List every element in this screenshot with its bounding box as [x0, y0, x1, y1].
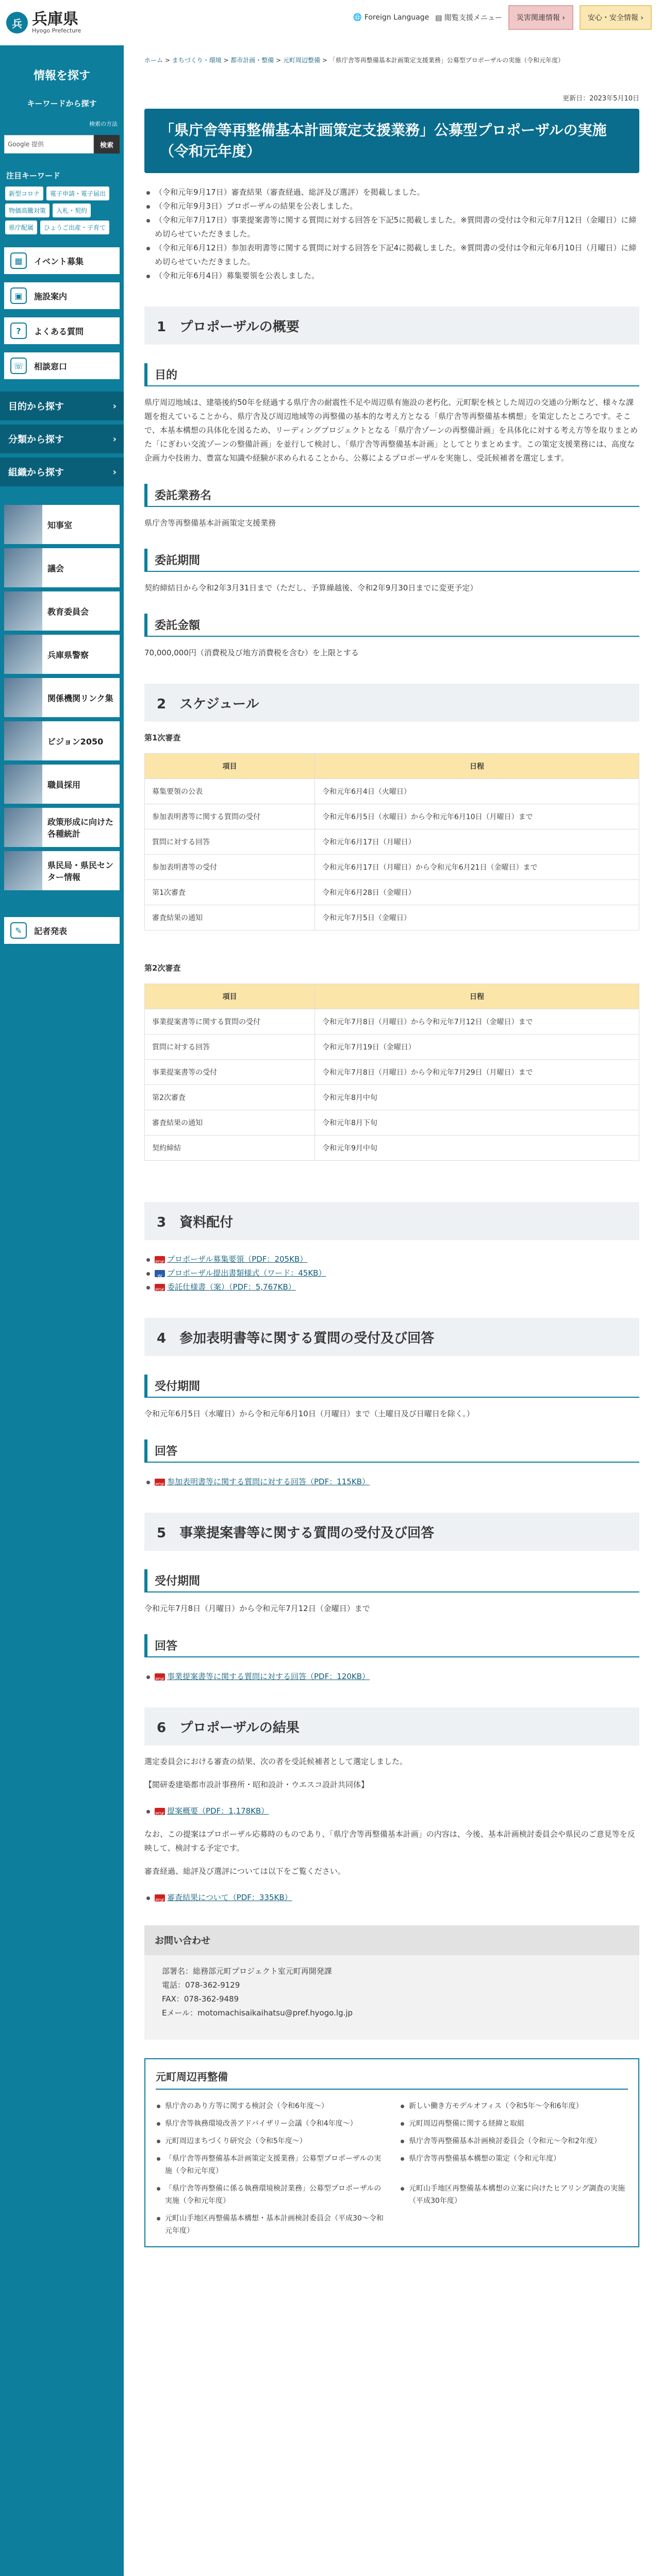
- keyword-tag[interactable]: 県庁配属: [5, 221, 37, 234]
- keyword-tag[interactable]: 物価高騰対策: [5, 204, 49, 217]
- table-cell-item: 事業提案書等に関する質問の受付: [145, 1009, 315, 1035]
- table-cell-item: 参加表明書等に関する質問の受付: [145, 804, 315, 829]
- result-text-1: 選定委員会における審査の結果、次の者を受託候補者として選定しました。: [144, 1757, 408, 1767]
- contact-line: 電話：078-362-9129: [162, 1980, 240, 1990]
- table-cell-date: 令和元年6月17日（月曜日）から令和元年6月21日（金曜日）まで: [315, 855, 639, 880]
- section-q2: 5 事業提案書等に関する質問の受付及び回答: [144, 1513, 639, 1551]
- file-link[interactable]: プロポーザル募集要領（PDF：205KB）: [167, 1255, 308, 1264]
- related-link[interactable]: 元町周辺まちづくり研究会（令和5年度〜）: [156, 2135, 384, 2147]
- related-link[interactable]: 新しい働き方モデルオフィス（令和5年〜令和6年度）: [400, 2100, 628, 2112]
- pdf-icon: PDF: [155, 1479, 165, 1486]
- photo-thumbnail: [4, 851, 42, 890]
- table-row: [145, 779, 639, 804]
- related-link[interactable]: 元町山手地区再整備基本構想・基本計画検討委員会（平成30〜令和元年度）: [156, 2212, 384, 2237]
- disaster-info-button[interactable]: 災害関連情報 ›: [508, 5, 573, 30]
- related-heading: 元町周辺再整備: [156, 2069, 628, 2090]
- breadcrumb-item[interactable]: まちづくり・環境: [172, 57, 222, 64]
- site-name: 兵庫県: [32, 10, 78, 28]
- contact-line: Eメール：motomachisaikaihatsu@pref.hyogo.lg.jp: [162, 2008, 353, 2018]
- table-cell-item: 質問に対する回答: [145, 829, 315, 855]
- sidebar-item-label: よくある質問: [34, 326, 84, 336]
- breadcrumb-separator: >: [274, 57, 283, 64]
- sidebar-photo-link[interactable]: [4, 591, 120, 631]
- news-item: （令和元年9月3日）プロポーザルの結果を公表しました。: [144, 199, 639, 213]
- q2-period-text: 令和元年7月8日（月曜日）から令和元年7月12日（金曜日）まで: [144, 1604, 370, 1614]
- chevron-right-icon: ›: [112, 433, 117, 445]
- disaster-info-label: 災害関連情報: [516, 14, 560, 22]
- sidebar: [0, 0, 124, 2576]
- sidebar-item[interactable]: [4, 352, 120, 379]
- related-link[interactable]: 県庁舎のあり方等に関する検討会（令和6年度〜）: [156, 2100, 384, 2112]
- page-title: 「県庁舎等再整備基本計画策定支援業務」公募型プロポーザルの実施（令和元年度）: [144, 109, 639, 173]
- sidebar-photo-link[interactable]: [4, 505, 120, 544]
- photo-thumbnail: [4, 808, 42, 847]
- main-content: [144, 93, 639, 2247]
- table-row: [145, 1060, 639, 1085]
- news-item: （令和元年9月17日）審査結果（審査経過、総評及び選評）を掲載しました。: [144, 185, 639, 199]
- safety-info-button[interactable]: 安心・安全情報 ›: [580, 5, 652, 30]
- table-row: [145, 1136, 639, 1161]
- a1-heading: 回答: [144, 1439, 639, 1463]
- sidebar-item[interactable]: [4, 282, 120, 309]
- table-cell-date: 令和元年8月下旬: [315, 1110, 639, 1136]
- table-cell-item: 審査結果の通知: [145, 905, 315, 930]
- question-icon: ?: [10, 323, 27, 339]
- a2-heading: 回答: [144, 1634, 639, 1657]
- pdf-icon: PDF: [155, 1673, 165, 1681]
- section-q1: 4 参加表明書等に関する質問の受付及び回答: [144, 1318, 639, 1356]
- photo-thumbnail: [4, 505, 42, 544]
- file-item: [144, 1280, 639, 1294]
- press-release-link[interactable]: [4, 917, 120, 944]
- pdf-icon: PDF: [155, 1256, 165, 1263]
- news-item: （令和元年6月4日）募集要領を公表しました。: [144, 269, 639, 283]
- a2-link[interactable]: 事業提案書等に関する質問に対する回答（PDF：120KB）: [167, 1672, 370, 1682]
- sidebar-photo-label: ビジョン2050: [47, 736, 104, 747]
- sidebar-nav[interactable]: [0, 457, 124, 486]
- period-text: 契約締結日から令和2年3月31日まで（ただし、予算繰越後、令和2年9月30日までに変更予定）: [144, 583, 478, 593]
- amount-text: 70,000,000円（消費税及び地方消費税を含む）を上限とする: [144, 648, 359, 658]
- related-link[interactable]: 元町山手地区再整備基本構想の立案に向けたヒアリング調査の実施（平成30年度）: [400, 2182, 628, 2207]
- chevron-right-icon: ›: [112, 400, 117, 412]
- photo-thumbnail: [4, 548, 42, 587]
- site-name-en: Hyogo Prefecture: [32, 27, 81, 34]
- sidebar-nav[interactable]: [0, 392, 124, 420]
- table-cell-date: 令和元年6月17日（月曜日）: [315, 829, 639, 855]
- sidebar-photo-label: 関係機関リンク集: [47, 693, 113, 703]
- table-cell-date: 令和元年6月4日（火曜日）: [315, 779, 639, 804]
- file-list: [144, 1252, 639, 1294]
- table-row: [145, 880, 639, 905]
- table-cell-date: 令和元年8月中旬: [315, 1085, 639, 1110]
- related-link[interactable]: 県庁舎等再整備基本計画検討委員会（令和元〜令和2年度）: [400, 2135, 628, 2147]
- section-overview: 1 プロポーザルの概要: [144, 307, 639, 345]
- proposal-summary-link[interactable]: 提案概要（PDF：1,178KB）: [167, 1806, 269, 1816]
- table-cell-date: 令和元年6月5日（水曜日）から令和元年6月10日（月曜日）まで: [315, 804, 639, 829]
- sidebar-item-label: 施設案内: [34, 291, 68, 301]
- a2-item: [144, 1670, 639, 1684]
- sidebar-nav[interactable]: [0, 425, 124, 453]
- sidebar-item-label: イベント募集: [34, 256, 84, 266]
- search-hint-link[interactable]: 検索の方法: [89, 121, 118, 127]
- file-link[interactable]: 委託仕様書（案）（PDF：5,767KB）: [167, 1282, 296, 1292]
- section-schedule: 2 スケジュール: [144, 684, 639, 722]
- pdf-icon: PDF: [155, 1284, 165, 1291]
- accessibility-menu-link[interactable]: ▤ 閲覧支援メニュー: [435, 14, 502, 22]
- breadcrumb-item[interactable]: 都市計画・整備: [230, 57, 274, 64]
- work-name-text: 県庁舎等再整備基本計画策定支援業務: [144, 518, 276, 528]
- breadcrumb-separator: >: [221, 57, 231, 64]
- breadcrumb: [144, 56, 650, 65]
- search-button[interactable]: 検索: [94, 135, 120, 154]
- table-row: [145, 1110, 639, 1136]
- table-cell-item: 第2次審査: [145, 1085, 315, 1110]
- sidebar-photo-label: 知事室: [47, 520, 73, 530]
- sidebar-photo-label: 兵庫県警察: [47, 650, 89, 660]
- breadcrumb-separator: >: [320, 57, 329, 64]
- table-cell-item: 参加表明書等の受付: [145, 855, 315, 880]
- sidebar-item[interactable]: [4, 317, 120, 344]
- contact-line: 部署名：総務部元町プロジェクト室元町再開発課: [162, 1967, 332, 1976]
- safety-info-label: 安心・安全情報: [587, 14, 638, 22]
- sidebar-photo-label: 職員採用: [47, 779, 81, 790]
- table-cell-date: 令和元年7月5日（金曜日）: [315, 905, 639, 930]
- a1-link[interactable]: 参加表明書等に関する質問に対する回答（PDF：115KB）: [167, 1477, 370, 1487]
- foreign-language-link[interactable]: 🌐 Foreign Language: [353, 13, 429, 22]
- calendar-icon: ▦: [10, 252, 27, 269]
- result-text-2: 【閲研委建築都市設計事務所・昭和設計・ウエスコ設計共同体】: [144, 1780, 369, 1790]
- related-link[interactable]: 「県庁舎等再整備に係る執務環境検討業務」公募型プロポーザルの実施（令和元年度）: [156, 2182, 384, 2207]
- foreign-language-label: Foreign Language: [364, 13, 429, 22]
- q2-period-heading: 受付期間: [144, 1569, 639, 1592]
- keyword-tag[interactable]: 入札・契約: [53, 204, 91, 217]
- sidebar-photo-link[interactable]: [4, 721, 120, 760]
- breadcrumb-separator: >: [163, 57, 172, 64]
- table-row: [145, 1035, 639, 1060]
- table-row: [145, 905, 639, 930]
- table-cell-date: 令和元年7月8日（月曜日）から令和元年7月29日（月曜日）まで: [315, 1060, 639, 1085]
- site-logo[interactable]: [0, 0, 124, 45]
- photo-thumbnail: [4, 678, 42, 717]
- contact-box: [144, 1925, 639, 2040]
- table-row: [145, 1009, 639, 1035]
- news-list: [144, 185, 639, 283]
- chat-icon: ☏: [10, 358, 27, 374]
- col-item: 項目: [145, 754, 315, 779]
- attention-keywords-heading: 注目キーワード: [6, 171, 61, 180]
- sidebar-photo-link[interactable]: [4, 851, 120, 890]
- section-materials: 3 資料配付: [144, 1202, 639, 1240]
- col-date: 日程: [315, 984, 639, 1009]
- keyword-tags: [5, 187, 121, 234]
- sidebar-item[interactable]: [4, 247, 120, 274]
- purpose-heading: 目的: [144, 363, 639, 386]
- related-link[interactable]: 「県庁舎等再整備基本計画策定支援業務」公募型プロポーザルの実施（令和元年度）: [156, 2153, 384, 2177]
- chevron-right-icon: ›: [112, 466, 117, 478]
- pdf-icon: PDF: [155, 1808, 165, 1815]
- sidebar-photo-link[interactable]: [4, 765, 120, 804]
- sidebar-photo-link[interactable]: [4, 678, 120, 717]
- table-cell-item: 契約締結: [145, 1136, 315, 1161]
- a1-item: [144, 1475, 639, 1489]
- hyogo-emblem-icon: 兵: [6, 12, 28, 33]
- sidebar-heading: 情報を探す: [33, 70, 90, 82]
- table-cell-item: 事業提案書等の受付: [145, 1060, 315, 1085]
- updated-date: 更新日：2023年5月10日: [562, 95, 639, 103]
- file-item: [144, 1252, 639, 1266]
- table-row: [145, 1085, 639, 1110]
- result-text-5: 審査経過、総評及び選評については以下をご覧ください。: [144, 1867, 345, 1876]
- file-item: [144, 1266, 639, 1280]
- sidebar-photo-label: 議会: [47, 563, 64, 573]
- search-input[interactable]: Google 提供: [4, 135, 94, 154]
- sidebar-nav-label: 分類から探す: [8, 434, 64, 445]
- megaphone-icon: ✎: [10, 922, 27, 939]
- sidebar-photo-link[interactable]: [4, 808, 120, 847]
- news-item: （令和元年7月17日）事業提案書等に関する質問に対する回答を下記5に掲載しました。※質問書の受付は令和元年7月12日（金曜日）に締め切らせていただきました。: [144, 213, 639, 241]
- contact-line: FAX：078-362-9489: [162, 1994, 239, 2004]
- header: [124, 0, 662, 31]
- r6-item: [144, 1891, 639, 1905]
- work-name-heading: 委託業務名: [144, 484, 639, 507]
- first-review-label: 第1次審査: [144, 733, 181, 743]
- sidebar-photo-link[interactable]: [4, 548, 120, 587]
- photo-thumbnail: [4, 591, 42, 631]
- word-file-icon: W: [155, 1270, 165, 1277]
- table-cell-item: 質問に対する回答: [145, 1035, 315, 1060]
- keyword-tag[interactable]: ひょうご出産・子育て: [40, 221, 109, 234]
- second-review-label: 第2次審査: [144, 963, 181, 973]
- sidebar-photo-label: 県民局・県民センター情報: [47, 860, 114, 882]
- table-cell-item: 募集要領の公表: [145, 779, 315, 804]
- table-cell-item: 審査結果の通知: [145, 1110, 315, 1136]
- related-link[interactable]: 県庁舎等執務環境改善アドバイザリー会議（令和4年度〜）: [156, 2117, 384, 2130]
- press-release-label: 記者発表: [34, 926, 68, 936]
- second-review-table: [144, 984, 639, 1161]
- building-icon: ▣: [10, 287, 27, 304]
- table-cell-date: 令和元年7月19日（金曜日）: [315, 1035, 639, 1060]
- accessibility-menu-label: 閲覧支援メニュー: [444, 14, 502, 22]
- table-row: [145, 829, 639, 855]
- result-text-4: なお、この提案はプロポーザル応募時のものであり、「県庁舎等再整備基本計画」の内容は、今後、基本計画検討委員会や県民のご意見等を反映して、検討する予定です。: [144, 1829, 635, 1853]
- r3-item: [144, 1804, 639, 1818]
- period-heading: 委託期間: [144, 549, 639, 572]
- photo-thumbnail: [4, 721, 42, 760]
- breadcrumb-item[interactable]: 元町周辺整備: [283, 57, 320, 64]
- sidebar-photo-label: 政策形成に向けた各種統計: [47, 817, 114, 839]
- file-link[interactable]: プロポーザル提出書類様式（ワード：45KB）: [167, 1268, 326, 1278]
- related-link[interactable]: 元町周辺再整備に関する経緯と取組: [400, 2117, 628, 2130]
- table-cell-date: 令和元年6月28日（金曜日）: [315, 880, 639, 905]
- related-link[interactable]: 県庁舎等再整備基本構想の策定（令和元年度）: [400, 2153, 628, 2177]
- breadcrumb-item: 「県庁舎等再整備基本計画策定支援業務」公募型プロポーザルの実施（令和元年度）: [329, 57, 565, 64]
- col-date: 日程: [315, 754, 639, 779]
- sidebar-nav-label: 目的から探す: [8, 401, 64, 412]
- related-box: [144, 2058, 639, 2247]
- keyword-label: キーワードから探す: [27, 98, 97, 108]
- col-item: 項目: [145, 984, 315, 1009]
- breadcrumb-item[interactable]: ホーム: [144, 57, 163, 64]
- table-cell-date: 令和元年9月中旬: [315, 1136, 639, 1161]
- amount-heading: 委託金額: [144, 614, 639, 637]
- sidebar-nav-label: 組織から探す: [8, 467, 64, 478]
- contact-heading: お問い合わせ: [144, 1925, 639, 1955]
- table-cell-date: 令和元年7月8日（月曜日）から令和元年7月12日（金曜日）まで: [315, 1009, 639, 1035]
- pdf-icon: PDF: [155, 1894, 165, 1902]
- photo-thumbnail: [4, 635, 42, 674]
- sidebar-photo-label: 教育委員会: [47, 606, 89, 617]
- table-cell-item: 第1次審査: [145, 880, 315, 905]
- sidebar-item-label: 相談窓口: [34, 361, 68, 371]
- first-review-table: [144, 753, 639, 930]
- photo-thumbnail: [4, 765, 42, 804]
- q1-period-text: 令和元年6月5日（水曜日）から令和元年6月10日（月曜日）まで（土曜日及び日曜日を除く。）: [144, 1409, 474, 1419]
- news-item: （令和元年6月12日）参加表明書等に関する質問に対する回答を下記4に掲載しました。※質問書の受付は令和元年6月10日（月曜日）に締め切らせていただきました。: [144, 241, 639, 269]
- table-row: [145, 804, 639, 829]
- keyword-tag[interactable]: 新型コロナ: [5, 187, 43, 200]
- keyword-tag[interactable]: 電子申請・電子届出: [46, 187, 109, 200]
- section-result: 6 プロポーザルの結果: [144, 1707, 639, 1745]
- review-result-link[interactable]: 審査結果について（PDF：335KB）: [167, 1893, 292, 1903]
- purpose-text: 県庁周辺地域は、建築後約50年を経過する県庁舎の耐震性不足や周辺県有施設の老朽化、元町駅を核とした周辺の交通の分断など、様々な課題を抱えていることから、県庁舎及び周辺地域等の再整備の基本的な考え方となる「県庁舎等再整備基本構想」を策定したところです。そこで、本基本構想の具体化を図るため、リーディングプロジェクトとなる「県庁舎ゾーンの再整備計画」を具体化に対する考え方等を取りまとめた「にぎわい交流ゾーンの整備計画」を並行して検討し、「県庁舎等再整備基本計画」としてとりまとめます。この策定支援業務には、高度な企画力や技術力、豊富な知識や経験が求められることから、公募によるプロポーザルを実施し、受託候補者を選定します。: [144, 398, 638, 463]
- sidebar-photo-link[interactable]: [4, 635, 120, 674]
- q1-period-heading: 受付期間: [144, 1375, 639, 1398]
- table-row: [145, 855, 639, 880]
